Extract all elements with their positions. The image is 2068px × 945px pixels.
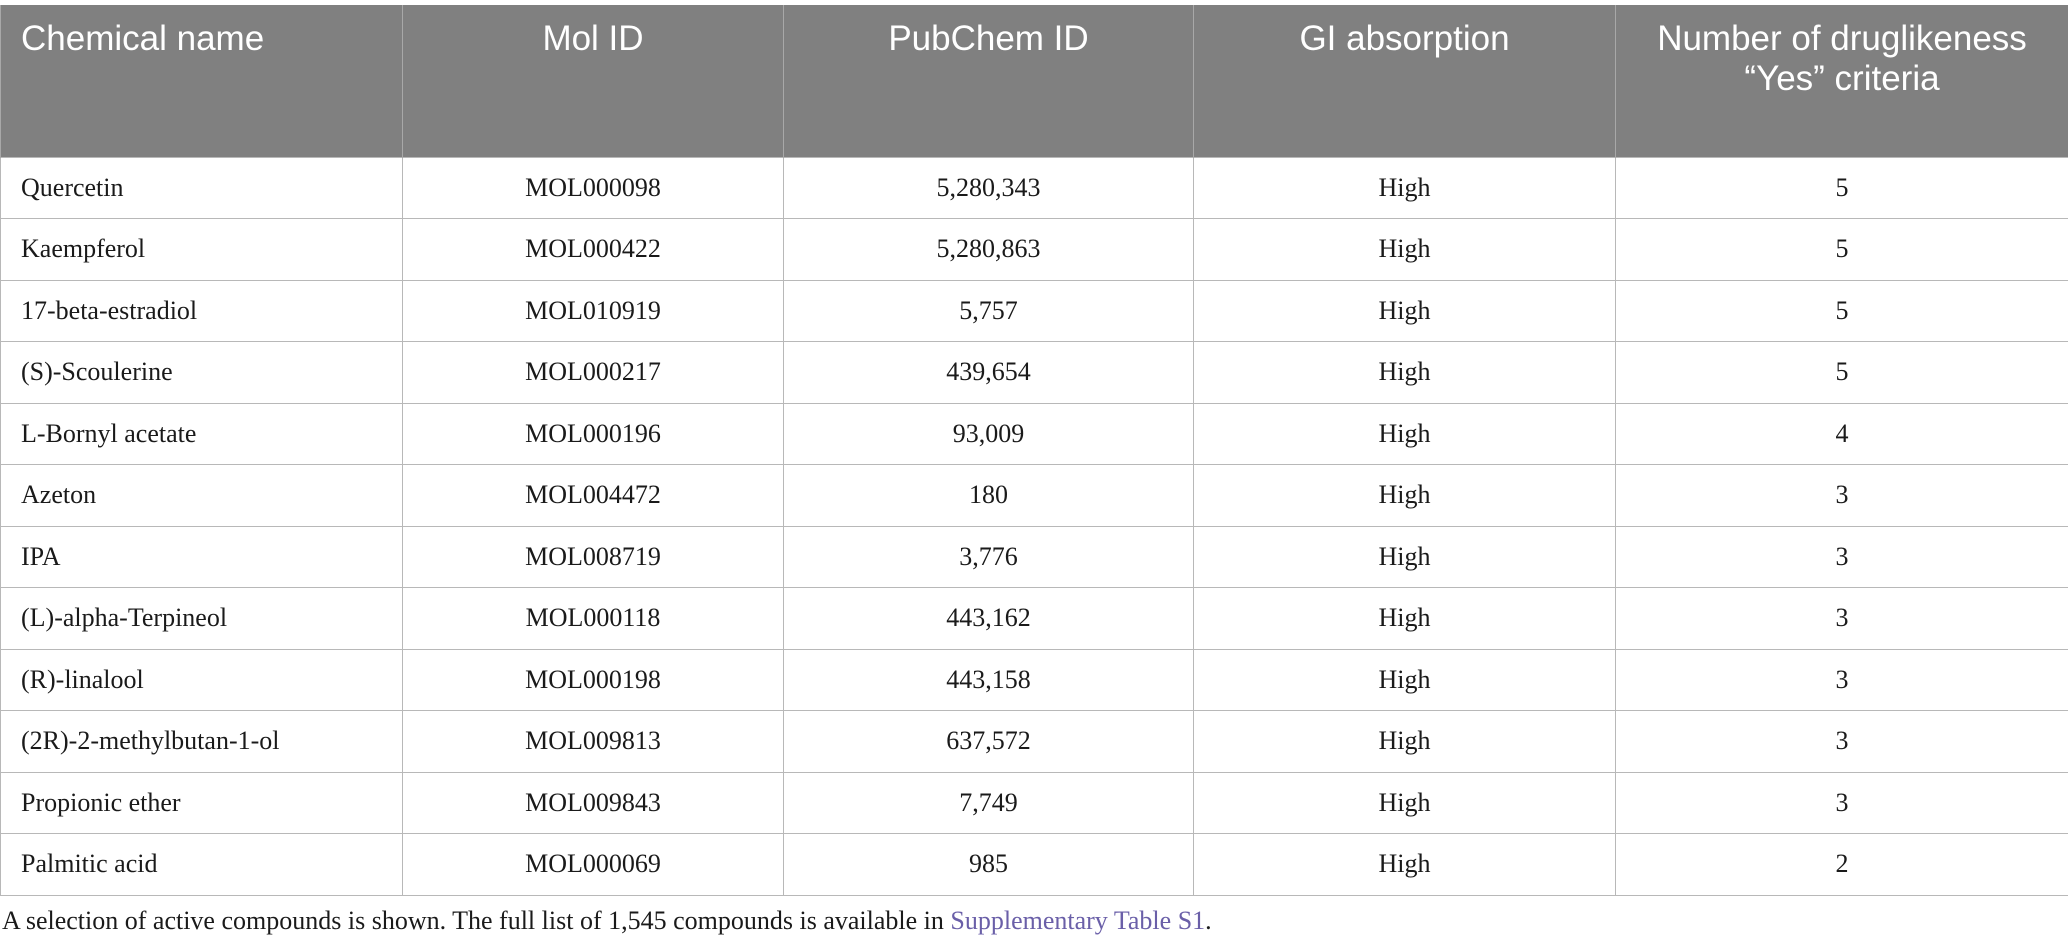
cell-druglikeness-count: 3 xyxy=(1616,588,2068,650)
cell-mol-id: MOL009843 xyxy=(403,772,784,834)
cell-gi-absorption: High xyxy=(1194,834,1616,896)
cell-chemical-name: L-Bornyl acetate xyxy=(1,403,403,465)
cell-gi-absorption: High xyxy=(1194,711,1616,773)
table-row xyxy=(1,403,2068,465)
cell-gi-absorption: High xyxy=(1194,772,1616,834)
cell-pubchem-id: 5,280,343 xyxy=(784,157,1194,219)
table-footnote xyxy=(2,906,1212,936)
table-row xyxy=(1,157,2068,219)
header-gi-absorption: GI absorption xyxy=(1194,5,1616,157)
cell-mol-id: MOL010919 xyxy=(403,280,784,342)
footnote-end: . xyxy=(1205,906,1212,935)
cell-gi-absorption: High xyxy=(1194,588,1616,650)
cell-pubchem-id: 985 xyxy=(784,834,1194,896)
footnote-text: A selection of active compounds is shown. The full list of 1,545 compounds is available in xyxy=(2,906,951,935)
cell-gi-absorption: High xyxy=(1194,526,1616,588)
table-row xyxy=(1,711,2068,773)
header-chemical-name: Chemical name xyxy=(1,5,403,157)
cell-mol-id: MOL000098 xyxy=(403,157,784,219)
cell-gi-absorption: High xyxy=(1194,219,1616,281)
cell-pubchem-id: 5,757 xyxy=(784,280,1194,342)
cell-chemical-name: Quercetin xyxy=(1,157,403,219)
cell-mol-id: MOL000196 xyxy=(403,403,784,465)
table-row xyxy=(1,834,2068,896)
cell-pubchem-id: 180 xyxy=(784,465,1194,527)
cell-druglikeness-count: 3 xyxy=(1616,649,2068,711)
cell-pubchem-id: 93,009 xyxy=(784,403,1194,465)
cell-chemical-name: (S)-Scoulerine xyxy=(1,342,403,404)
header-mol-id: Mol ID xyxy=(403,5,784,157)
cell-mol-id: MOL009813 xyxy=(403,711,784,773)
cell-druglikeness-count: 3 xyxy=(1616,465,2068,527)
cell-druglikeness-count: 5 xyxy=(1616,219,2068,281)
cell-pubchem-id: 439,654 xyxy=(784,342,1194,404)
table-row xyxy=(1,280,2068,342)
cell-chemical-name: (L)-alpha-Terpineol xyxy=(1,588,403,650)
cell-chemical-name: 17-beta-estradiol xyxy=(1,280,403,342)
table-row xyxy=(1,588,2068,650)
header-row xyxy=(1,5,2068,157)
cell-pubchem-id: 443,158 xyxy=(784,649,1194,711)
cell-chemical-name: (2R)-2-methylbutan-1-ol xyxy=(1,711,403,773)
cell-pubchem-id: 3,776 xyxy=(784,526,1194,588)
table-row xyxy=(1,772,2068,834)
cell-chemical-name: (R)-linalool xyxy=(1,649,403,711)
header-pubchem-id: PubChem ID xyxy=(784,5,1194,157)
cell-pubchem-id: 443,162 xyxy=(784,588,1194,650)
cell-mol-id: MOL000118 xyxy=(403,588,784,650)
cell-druglikeness-count: 2 xyxy=(1616,834,2068,896)
table-row xyxy=(1,526,2068,588)
table-row xyxy=(1,649,2068,711)
cell-pubchem-id: 637,572 xyxy=(784,711,1194,773)
cell-chemical-name: Kaempferol xyxy=(1,219,403,281)
table-header xyxy=(1,5,2068,157)
table-row xyxy=(1,465,2068,527)
cell-gi-absorption: High xyxy=(1194,403,1616,465)
table-row xyxy=(1,219,2068,281)
compound-table xyxy=(0,5,2068,896)
cell-druglikeness-count: 4 xyxy=(1616,403,2068,465)
table-body xyxy=(1,157,2068,895)
cell-chemical-name: IPA xyxy=(1,526,403,588)
cell-druglikeness-count: 5 xyxy=(1616,280,2068,342)
cell-gi-absorption: High xyxy=(1194,157,1616,219)
cell-gi-absorption: High xyxy=(1194,649,1616,711)
cell-druglikeness-count: 3 xyxy=(1616,772,2068,834)
cell-chemical-name: Propionic ether xyxy=(1,772,403,834)
cell-gi-absorption: High xyxy=(1194,465,1616,527)
cell-gi-absorption: High xyxy=(1194,280,1616,342)
cell-pubchem-id: 5,280,863 xyxy=(784,219,1194,281)
cell-mol-id: MOL000069 xyxy=(403,834,784,896)
cell-mol-id: MOL000198 xyxy=(403,649,784,711)
cell-pubchem-id: 7,749 xyxy=(784,772,1194,834)
cell-chemical-name: Azeton xyxy=(1,465,403,527)
cell-druglikeness-count: 3 xyxy=(1616,711,2068,773)
cell-chemical-name: Palmitic acid xyxy=(1,834,403,896)
cell-druglikeness-count: 5 xyxy=(1616,342,2068,404)
supplementary-table-link[interactable]: Supplementary Table S1 xyxy=(950,906,1206,935)
cell-gi-absorption: High xyxy=(1194,342,1616,404)
cell-mol-id: MOL008719 xyxy=(403,526,784,588)
cell-druglikeness-count: 5 xyxy=(1616,157,2068,219)
cell-mol-id: MOL000217 xyxy=(403,342,784,404)
cell-mol-id: MOL000422 xyxy=(403,219,784,281)
cell-druglikeness-count: 3 xyxy=(1616,526,2068,588)
cell-mol-id: MOL004472 xyxy=(403,465,784,527)
header-druglikeness-criteria: Number of druglikeness “Yes” criteria xyxy=(1616,5,2068,157)
compound-table-container xyxy=(0,5,2068,896)
table-row xyxy=(1,342,2068,404)
